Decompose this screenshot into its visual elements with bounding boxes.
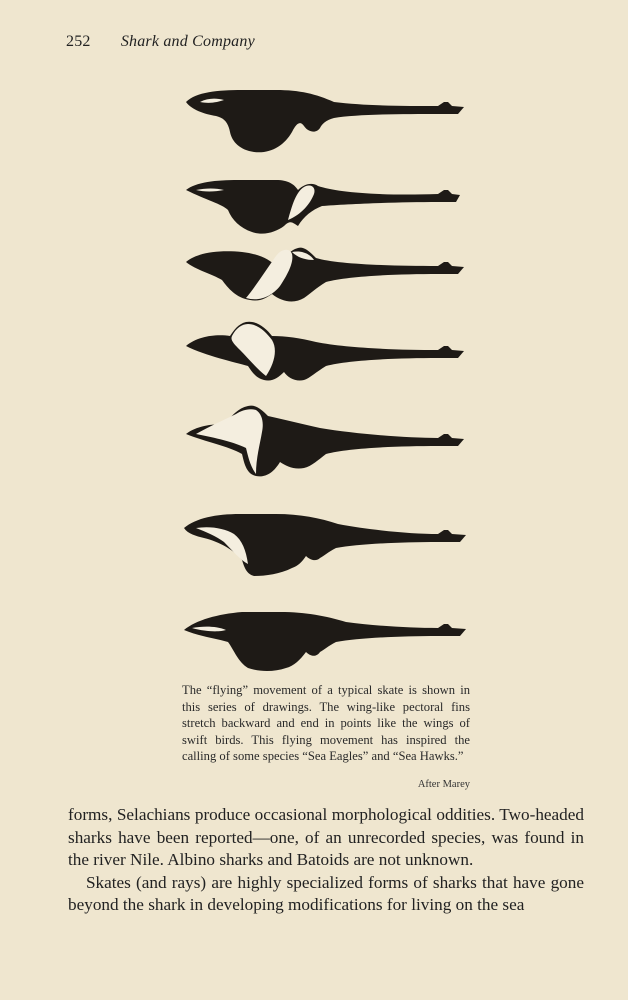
skate-flying-illustration	[176, 80, 476, 680]
skate-frame-3	[186, 248, 464, 302]
body-text	[68, 804, 584, 917]
paragraph-1: forms, Selachians produce occasional morphological oddities. Two-headed sharks have been reported—one, of an unrecorded species, was found in the river Nile. Albino sharks and Batoids are not unknown.	[68, 805, 584, 870]
skate-frame-4	[186, 322, 464, 381]
paragraph-2: Skates (and rays) are highly specialized forms of sharks that have gone beyond the shark in developing modifications for living on the sea	[68, 872, 584, 915]
skate-frame-6	[184, 514, 466, 576]
running-title: Shark and Company	[120, 33, 255, 50]
skate-frame-1	[186, 90, 464, 152]
page-number: 252	[66, 33, 91, 50]
skate-frame-7	[184, 612, 466, 671]
skate-frame-5	[186, 406, 464, 477]
figure-credit: After Marey	[417, 779, 470, 790]
skate-drawing-series	[176, 80, 476, 680]
figure-caption: The “flying” movement of a typical skate is shown in this series of drawings. The wing-like pectoral fins stretch backward and end in points like the wings of swift birds. This flying movement has inspired the calling of some species “Sea Eagles” and “Sea Hawks.”	[182, 683, 470, 764]
page-header	[66, 33, 255, 51]
skate-frame-2	[186, 180, 460, 234]
